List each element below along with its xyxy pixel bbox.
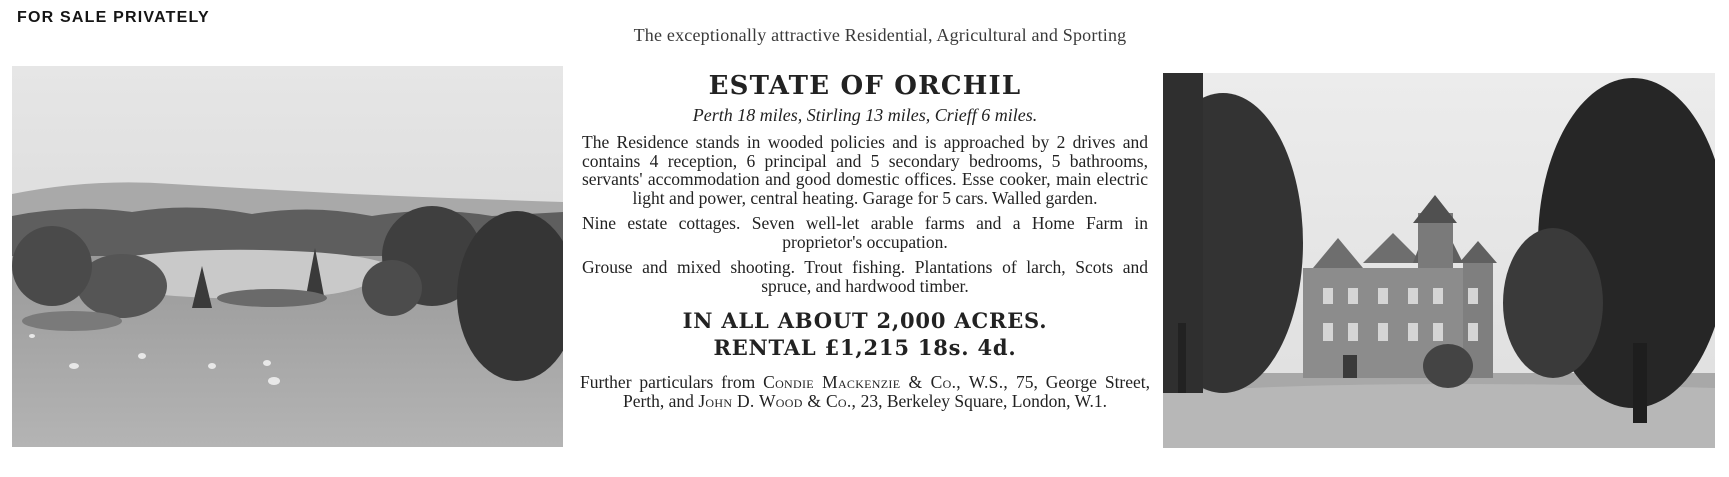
further-prefix: Further particulars from <box>580 372 756 392</box>
mansion-house-image <box>1163 73 1715 448</box>
cottages-description: Nine estate cottages. Seven well-let arable farms and a Home Farm in proprietor's occupation. <box>582 213 1148 252</box>
distances: Perth 18 miles, Stirling 13 miles, Crieff 6 miles. <box>692 105 1038 125</box>
sporting-description: Grouse and mixed shooting. Trout fishing. Plantations of larch, Scots and spruce, and hardwood timber. <box>582 257 1148 296</box>
landscape-loch-image <box>12 66 563 447</box>
for-sale-label: FOR SALE PRIVATELY <box>17 9 210 26</box>
residence-description: The Residence stands in wooded policies and is approached by 2 drives and contains 4 reception, 6 principal and 5 secondary bedrooms, 5 bathrooms, servants' accommodation and good domestic offices. Esse cooker, main electric light and power, central heating. Garage for 5 cars. Walled garden. <box>582 132 1148 208</box>
agent2-name: John D. Wood & Co., <box>698 390 857 411</box>
agent1-address: 75, George Street, Perth, and <box>622 372 1151 411</box>
rental: RENTAL £1,215 18s. 4d. <box>713 335 1017 360</box>
subtitle: The exceptionally attractive Residential, Agricultural and Sporting <box>633 25 1127 45</box>
landscape-loch-photo <box>12 66 563 447</box>
agent-details <box>580 373 1150 410</box>
mansion-house-photo <box>1163 73 1715 448</box>
estate-title: ESTATE OF ORCHIL <box>708 71 1022 101</box>
acreage: IN ALL ABOUT 2,000 ACRES. <box>682 308 1048 333</box>
agent2-address: 23, Berkeley Square, London, W.1. <box>860 390 1108 411</box>
listing-text <box>580 70 1150 410</box>
agent1-name: Condie Mackenzie & Co., W.S., <box>763 372 1009 392</box>
